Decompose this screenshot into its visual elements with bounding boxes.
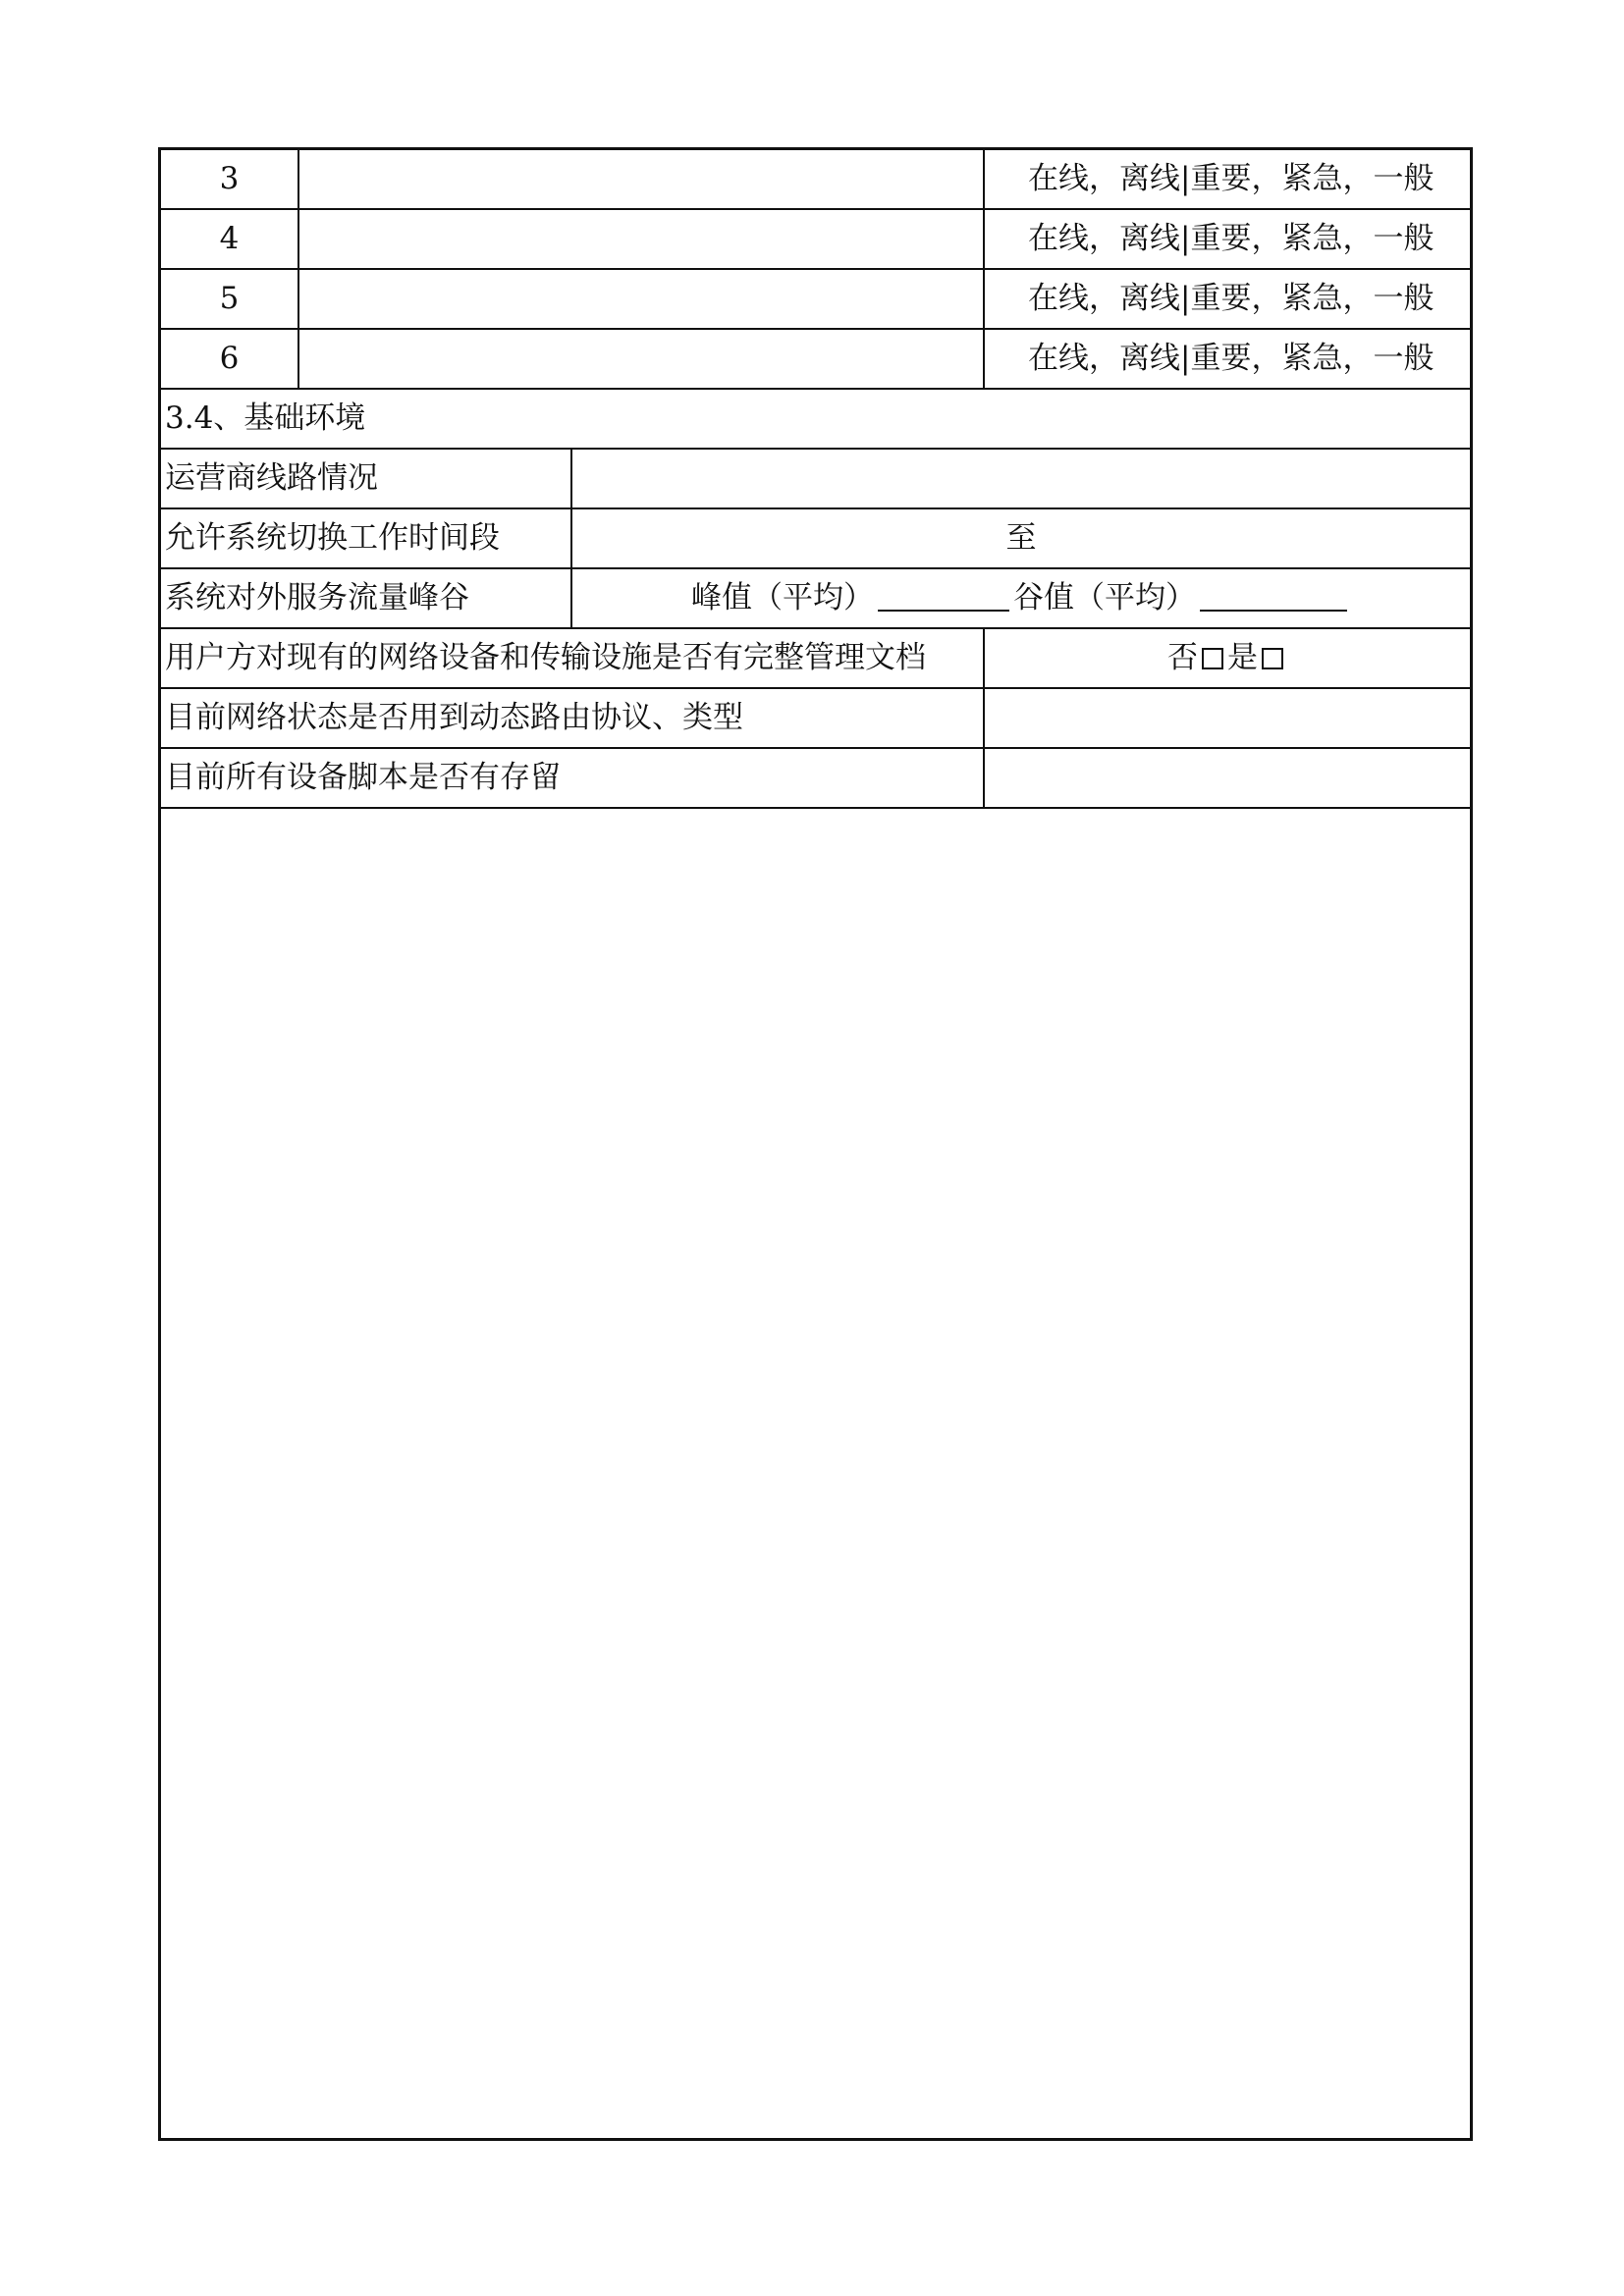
row-number: 6 <box>219 341 240 376</box>
section-row <box>161 390 1470 450</box>
status-priority-options: 在线，离线|重要，紧急，一般 <box>1028 341 1435 376</box>
traffic-valley-blank[interactable] <box>1200 586 1347 612</box>
switch-window-label: 允许系统切换工作时间段 <box>165 520 500 556</box>
traffic-peak-blank[interactable] <box>878 586 1009 612</box>
table-row <box>161 330 1470 390</box>
table-row <box>161 689 1470 749</box>
row-name-cell[interactable] <box>299 210 983 268</box>
survey-table <box>158 147 1473 2141</box>
carrier-value-field[interactable] <box>572 450 1470 507</box>
scripts-label: 目前所有设备脚本是否有存留 <box>165 760 561 795</box>
traffic-label: 系统对外服务流量峰谷 <box>165 580 469 615</box>
table-row <box>161 749 1470 809</box>
switch-window-field[interactable] <box>572 509 1470 567</box>
docs-yes-label: 是 <box>1227 640 1258 675</box>
traffic-field <box>572 569 1470 627</box>
carrier-label: 运营商线路情况 <box>165 460 378 496</box>
traffic-peak-label: 峰值（平均） <box>691 580 874 615</box>
row-name-cell[interactable] <box>299 150 983 208</box>
table-row <box>161 629 1470 689</box>
docs-label: 用户方对现有的网络设备和传输设施是否有完整管理文档 <box>165 640 926 675</box>
row-number: 4 <box>219 221 240 256</box>
docs-no-label: 否 <box>1167 640 1198 675</box>
routing-label: 目前网络状态是否用到动态路由协议、类型 <box>165 700 743 735</box>
table-row <box>161 509 1470 569</box>
status-priority-options: 在线，离线|重要，紧急，一般 <box>1028 221 1435 256</box>
status-priority-options: 在线，离线|重要，紧急，一般 <box>1028 161 1435 196</box>
switch-window-separator: 至 <box>1005 520 1037 556</box>
row-name-cell[interactable] <box>299 270 983 328</box>
row-number: 5 <box>219 281 240 316</box>
row-number: 3 <box>219 161 240 196</box>
traffic-valley-label: 谷值（平均） <box>1013 580 1196 615</box>
status-priority-options: 在线，离线|重要，紧急，一般 <box>1028 281 1435 316</box>
docs-yes-checkbox[interactable] <box>1262 648 1283 669</box>
table-row <box>161 150 1470 210</box>
table-row <box>161 450 1470 509</box>
table-row <box>161 210 1470 270</box>
row-name-cell[interactable] <box>299 330 983 388</box>
scripts-value-field[interactable] <box>985 749 1470 807</box>
section-title: 3.4、基础环境 <box>165 400 366 436</box>
docs-choice <box>985 629 1470 687</box>
table-row <box>161 569 1470 629</box>
table-row <box>161 270 1470 330</box>
remarks-area[interactable] <box>161 813 1470 2138</box>
docs-no-checkbox[interactable] <box>1202 648 1223 669</box>
routing-value-field[interactable] <box>985 689 1470 747</box>
